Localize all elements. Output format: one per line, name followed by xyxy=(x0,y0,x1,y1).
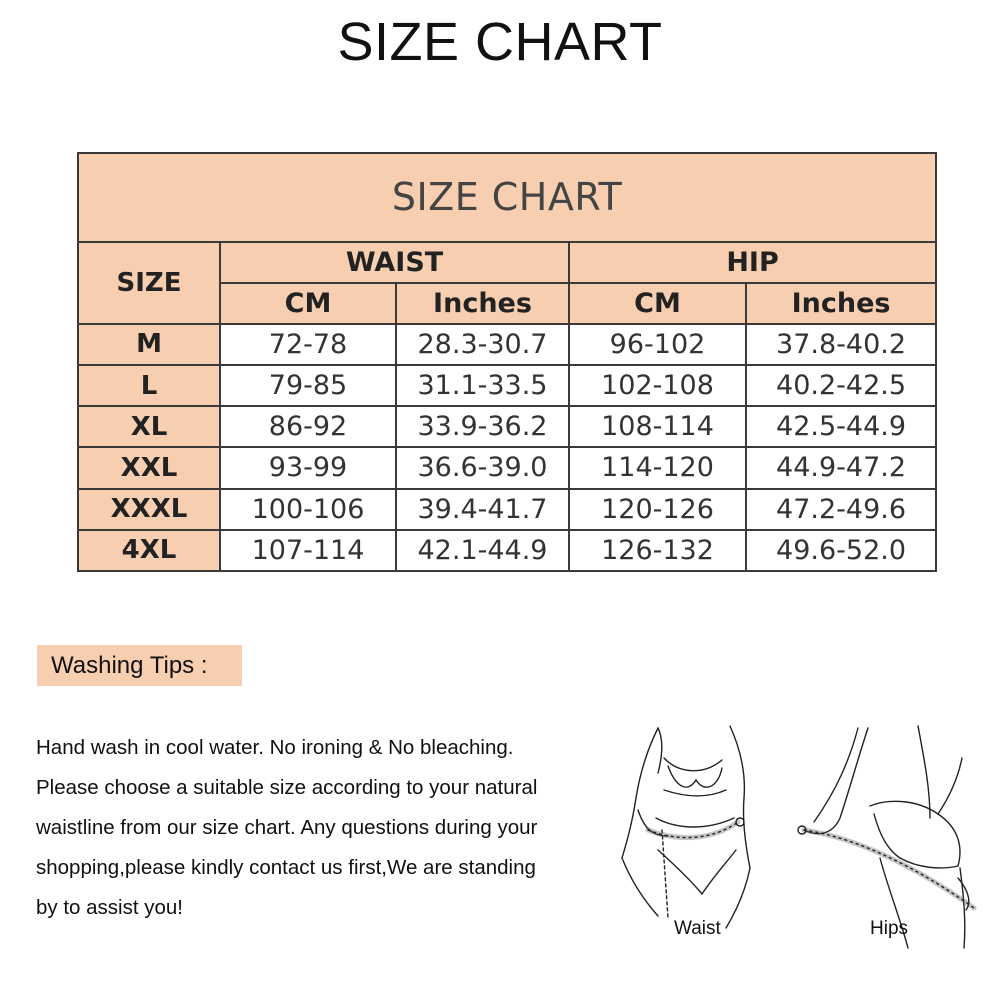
table-row xyxy=(78,365,936,406)
size-cell: XL xyxy=(78,406,220,447)
washing-tips-text xyxy=(36,728,616,928)
waist-group-header: WAIST xyxy=(220,242,569,283)
measurement-illustration xyxy=(618,718,988,950)
waist-cm-cell: 93-99 xyxy=(220,447,396,488)
hips-figure-icon xyxy=(798,726,974,948)
table-row xyxy=(78,489,936,530)
hips-caption: Hips xyxy=(870,918,909,939)
waist-inches-header: Inches xyxy=(396,283,569,324)
table-row xyxy=(78,406,936,447)
hip-cm-cell: 108-114 xyxy=(569,406,746,447)
washing-line: Hand wash in cool water. No ironing & No bleaching. xyxy=(36,736,514,759)
size-column-header: SIZE xyxy=(78,242,220,324)
table-row xyxy=(78,530,936,571)
waist-cm-cell: 79-85 xyxy=(220,365,396,406)
waist-cm-cell: 86-92 xyxy=(220,406,396,447)
hip-cm-header: CM xyxy=(569,283,746,324)
size-cell: XXXL xyxy=(78,489,220,530)
hip-inches-cell: 40.2-42.5 xyxy=(746,365,936,406)
size-cell: 4XL xyxy=(78,530,220,571)
size-cell: L xyxy=(78,365,220,406)
waist-inches-cell: 28.3-30.7 xyxy=(396,324,569,365)
size-cell: XXL xyxy=(78,447,220,488)
hip-cm-cell: 114-120 xyxy=(569,447,746,488)
waist-inches-cell: 31.1-33.5 xyxy=(396,365,569,406)
waist-inches-cell: 39.4-41.7 xyxy=(396,489,569,530)
table-row xyxy=(78,324,936,365)
hip-cm-cell: 120-126 xyxy=(569,489,746,530)
size-cell: M xyxy=(78,324,220,365)
hip-cm-cell: 102-108 xyxy=(569,365,746,406)
hip-cm-cell: 96-102 xyxy=(569,324,746,365)
hip-inches-header: Inches xyxy=(746,283,936,324)
waist-figure-icon xyxy=(622,726,750,928)
waist-cm-cell: 72-78 xyxy=(220,324,396,365)
table-banner: SIZE CHART xyxy=(78,153,936,242)
hip-inches-cell: 37.8-40.2 xyxy=(746,324,936,365)
table-row xyxy=(78,447,936,488)
hip-inches-cell: 47.2-49.6 xyxy=(746,489,936,530)
size-chart-table xyxy=(77,152,937,572)
body-measurement-drawing xyxy=(618,718,988,950)
waist-inches-cell: 36.6-39.0 xyxy=(396,447,569,488)
hip-cm-cell: 126-132 xyxy=(569,530,746,571)
washing-line: Please choose a suitable size according to your natural xyxy=(36,776,538,799)
hip-group-header: HIP xyxy=(569,242,936,283)
waist-cm-header: CM xyxy=(220,283,396,324)
washing-line: waistline from our size chart. Any questions during your xyxy=(36,816,538,839)
washing-line: shopping,please kindly contact us first,We are standing xyxy=(36,856,536,879)
waist-cm-cell: 107-114 xyxy=(220,530,396,571)
page-title: SIZE CHART xyxy=(337,12,663,72)
waist-cm-cell: 100-106 xyxy=(220,489,396,530)
waist-caption: Waist xyxy=(674,918,721,939)
hip-inches-cell: 44.9-47.2 xyxy=(746,447,936,488)
hip-inches-cell: 49.6-52.0 xyxy=(746,530,936,571)
washing-tips-label: Washing Tips : xyxy=(37,645,242,686)
waist-inches-cell: 33.9-36.2 xyxy=(396,406,569,447)
hip-inches-cell: 42.5-44.9 xyxy=(746,406,936,447)
waist-inches-cell: 42.1-44.9 xyxy=(396,530,569,571)
washing-line: by to assist you! xyxy=(36,896,183,919)
